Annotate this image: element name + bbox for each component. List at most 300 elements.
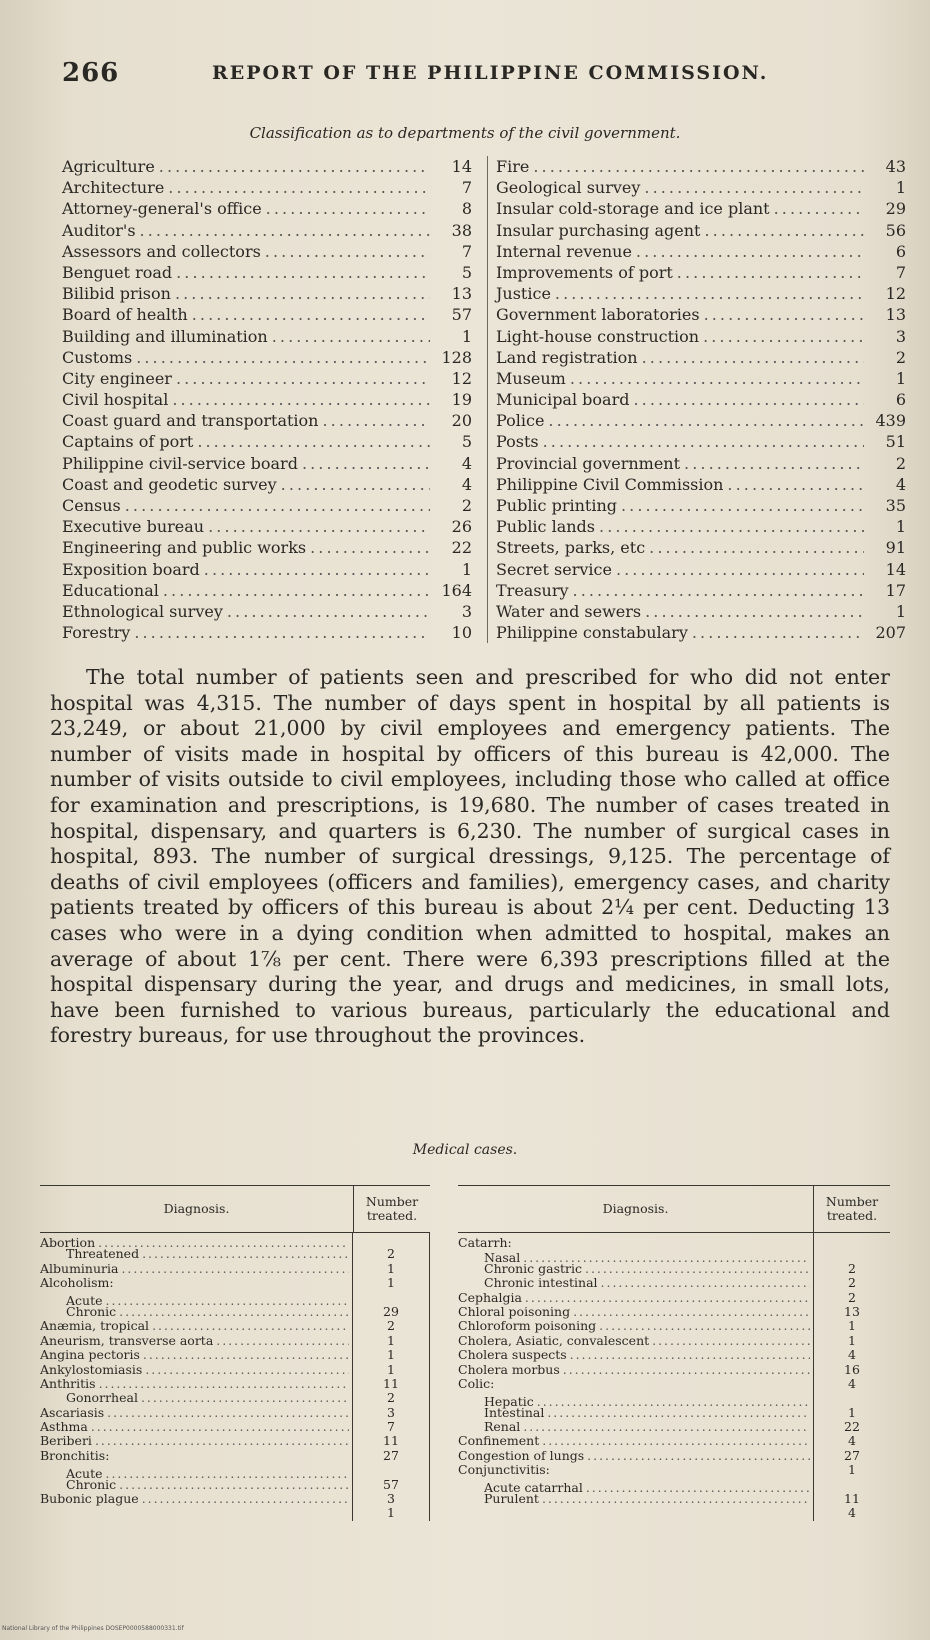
number-treated — [813, 1391, 890, 1405]
classification-row — [496, 262, 906, 283]
department-name: Exposition board — [62, 559, 200, 579]
department-name: Bilibid prison — [62, 284, 171, 304]
number-treated: 13 — [813, 1305, 890, 1319]
department-count: 13 — [885, 305, 906, 325]
department-name: Captains of port — [62, 432, 194, 452]
classification-row — [62, 347, 472, 368]
department-count: 10 — [451, 623, 472, 643]
number-treated: 29 — [352, 1305, 429, 1319]
leader-dots — [727, 474, 864, 495]
medical-left-column — [40, 1185, 430, 1521]
number-treated: 1 — [813, 1319, 890, 1333]
department-name: Philippine civil-service board — [62, 453, 298, 473]
department-name: Customs — [62, 347, 133, 367]
leader-dots — [322, 410, 430, 431]
department-count: 6 — [895, 390, 906, 410]
leader-dots — [585, 1262, 810, 1276]
diagnosis-name: Albuminuria — [40, 1260, 119, 1276]
department-name: Philippine constabulary — [496, 623, 688, 643]
leader-dots — [570, 368, 864, 389]
number-treated: 2 — [813, 1291, 890, 1305]
department-count: 12 — [451, 368, 472, 388]
leader-dots — [91, 1420, 349, 1434]
diagnosis-row — [40, 1319, 429, 1333]
department-name: Executive bureau — [62, 517, 205, 537]
number-treated: 7 — [352, 1420, 429, 1434]
department-count: 1 — [461, 559, 472, 579]
diagnosis-row — [458, 1233, 890, 1251]
number-treated — [813, 1478, 890, 1492]
classification-row — [496, 389, 906, 410]
department-name: Public printing — [496, 496, 617, 515]
department-count: 14 — [451, 157, 472, 176]
department-count: 56 — [885, 220, 906, 240]
leader-dots — [142, 1492, 349, 1506]
diagnosis-row — [458, 1305, 890, 1319]
page-number: 266 — [62, 58, 120, 88]
leader-dots — [197, 431, 430, 452]
diagnosis-row — [458, 1406, 890, 1420]
diagnosis-row — [458, 1492, 890, 1506]
diagnosis-name: Chronic — [66, 1303, 117, 1319]
number-treated: 2 — [813, 1276, 890, 1290]
classification-row — [62, 410, 472, 431]
diagnosis-row — [458, 1478, 890, 1496]
classification-row — [62, 283, 472, 304]
leader-dots — [523, 1420, 810, 1434]
number-treated: 4 — [813, 1434, 890, 1448]
number-treated-header: Number treated. — [353, 1186, 430, 1232]
classification-row — [496, 516, 906, 537]
leader-dots — [543, 431, 864, 452]
department-name: Justice — [496, 284, 551, 304]
leader-dots — [636, 241, 864, 262]
number-treated: 1 — [352, 1276, 429, 1290]
classification-row — [496, 326, 906, 347]
classification-row — [62, 368, 472, 389]
diagnosis-name: Chloroform poisoning — [458, 1318, 597, 1334]
leader-dots — [570, 1348, 810, 1362]
leader-dots — [119, 1305, 349, 1319]
diagnosis-name: Chronic intestinal — [484, 1275, 598, 1291]
number-treated: 1 — [352, 1262, 429, 1276]
leader-dots — [281, 474, 430, 495]
department-count: 4 — [461, 453, 472, 473]
diagnosis-row — [40, 1377, 429, 1391]
number-treated: 1 — [813, 1406, 890, 1420]
diagnosis-row — [40, 1420, 429, 1434]
diagnosis-name: Acute catarrhal — [484, 1480, 583, 1496]
department-name: Agriculture — [62, 157, 155, 176]
diagnosis-row — [458, 1434, 890, 1448]
leader-dots — [140, 220, 430, 241]
department-name: Public lands — [496, 517, 596, 537]
diagnosis-row — [458, 1363, 890, 1377]
diagnosis-row — [40, 1291, 429, 1308]
department-count: 1 — [461, 326, 472, 346]
department-name: Assessors and collectors — [62, 241, 261, 261]
classification-row — [62, 622, 472, 643]
leader-dots — [172, 389, 430, 410]
diagnosis-row — [40, 1233, 429, 1251]
department-count: 51 — [885, 432, 906, 452]
department-count: 17 — [885, 580, 906, 600]
department-name: Educational — [62, 580, 159, 600]
department-name: Ethnological survey — [62, 601, 223, 621]
diagnosis-name: Catarrh: — [458, 1235, 512, 1251]
department-name: Geological survey — [496, 178, 641, 198]
number-treated: 4 — [813, 1348, 890, 1362]
diagnosis-row — [458, 1377, 890, 1391]
leader-dots — [644, 177, 864, 198]
number-treated: 2 — [352, 1319, 429, 1333]
leader-dots — [121, 1262, 349, 1276]
diagnosis-name: Cholera suspects — [458, 1347, 567, 1363]
diagnosis-row — [40, 1348, 429, 1362]
diagnosis-row — [458, 1262, 890, 1276]
department-name: Municipal board — [496, 390, 630, 410]
diagnosis-name: Alcoholism: — [40, 1275, 114, 1291]
leader-dots — [704, 304, 864, 325]
classification-row — [496, 453, 906, 474]
diagnosis-name: Purulent — [484, 1491, 539, 1507]
classification-row — [496, 580, 906, 601]
diagnosis-name: Acute — [66, 1465, 103, 1481]
number-treated: 2 — [813, 1262, 890, 1276]
department-name: Posts — [496, 432, 539, 452]
number-treated: 11 — [352, 1377, 429, 1391]
diagnosis-row — [40, 1492, 429, 1506]
number-treated — [352, 1463, 429, 1477]
leader-dots — [216, 1334, 349, 1348]
department-name: Fire — [496, 157, 530, 176]
medical-right-header — [458, 1185, 890, 1233]
leader-dots — [265, 241, 430, 262]
leader-dots — [692, 622, 864, 643]
medical-right-column — [458, 1185, 890, 1521]
number-treated: 1 — [352, 1363, 429, 1377]
number-treated: 1 — [813, 1463, 890, 1477]
diagnosis-row — [458, 1420, 890, 1434]
diagnosis-row — [40, 1463, 429, 1481]
diagnosis-name: Cholera morbus — [458, 1361, 560, 1377]
classification-row — [496, 198, 906, 219]
classification-row — [62, 304, 472, 325]
department-count: 2 — [461, 496, 472, 515]
leader-dots — [649, 537, 864, 558]
classification-row — [62, 431, 472, 452]
diagnosis-name: Acute — [66, 1292, 103, 1308]
department-count: 26 — [451, 517, 472, 537]
diagnosis-row — [40, 1276, 429, 1290]
department-name: Improvements of port — [496, 262, 673, 282]
department-name: Internal revenue — [496, 241, 632, 261]
classification-row — [496, 622, 906, 643]
diagnosis-row — [40, 1247, 429, 1261]
leader-dots — [573, 1305, 810, 1319]
classification-right-column — [487, 156, 906, 643]
number-treated: 16 — [813, 1363, 890, 1377]
leader-dots — [677, 262, 864, 283]
leader-dots — [168, 177, 430, 198]
leader-dots — [107, 1406, 349, 1420]
diagnosis-name: Bronchitis: — [40, 1447, 110, 1463]
diagnosis-name: Cholera, Asiatic, convalescent — [458, 1332, 650, 1348]
leader-dots — [192, 304, 430, 325]
department-name: Coast and geodetic survey — [62, 474, 277, 494]
diagnosis-name: Conjunctivitis: — [458, 1462, 550, 1478]
leader-dots — [159, 156, 430, 177]
diagnosis-row — [458, 1319, 890, 1333]
number-treated: 1 — [352, 1348, 429, 1362]
diagnosis-name: Bubonic plague — [40, 1491, 139, 1507]
number-treated: 1 — [813, 1334, 890, 1348]
leader-dots — [525, 1291, 810, 1305]
department-name: Treasury — [496, 580, 569, 600]
classification-row — [496, 474, 906, 495]
diagnosis-row — [40, 1406, 429, 1420]
department-count: 13 — [451, 284, 472, 304]
classification-row — [62, 198, 472, 219]
classification-row — [62, 241, 472, 262]
leader-dots — [684, 453, 864, 474]
page-header — [62, 58, 882, 98]
leader-dots — [152, 1319, 349, 1333]
leader-dots — [134, 622, 430, 643]
department-name: Police — [496, 411, 545, 431]
classification-row — [62, 495, 472, 516]
department-name: Philippine Civil Commission — [496, 474, 724, 494]
department-name: Streets, parks, etc — [496, 538, 646, 558]
department-count: 1 — [895, 178, 906, 198]
leader-dots — [599, 516, 864, 537]
number-treated — [352, 1233, 429, 1247]
classification-row — [62, 177, 472, 198]
leader-dots — [563, 1363, 810, 1377]
department-count: 6 — [895, 241, 906, 261]
leader-dots — [99, 1377, 349, 1391]
leader-dots — [143, 1348, 349, 1362]
department-name: Water and sewers — [496, 601, 642, 621]
classification-row — [62, 474, 472, 495]
running-title: REPORT OF THE PHILIPPINE COMMISSION. — [212, 62, 769, 84]
diagnosis-name: Nasal — [484, 1249, 521, 1265]
leader-dots — [302, 453, 430, 474]
leader-dots — [542, 1492, 810, 1506]
diagnosis-row — [40, 1391, 429, 1405]
number-treated: 3 — [352, 1406, 429, 1420]
department-name: Government laboratories — [496, 305, 700, 325]
medical-left-rows — [40, 1233, 430, 1521]
department-count: 8 — [461, 199, 472, 219]
leader-dots — [645, 601, 864, 622]
classification-row — [496, 431, 906, 452]
department-count: 5 — [461, 432, 472, 452]
leader-dots — [547, 1406, 810, 1420]
diagnosis-name: Chronic — [66, 1476, 117, 1492]
department-name: Engineering and public works — [62, 538, 307, 558]
classification-row — [62, 156, 472, 177]
leader-dots — [601, 1276, 810, 1290]
leader-dots — [204, 559, 430, 580]
diagnosis-name: Aneurism, transverse aorta — [40, 1332, 214, 1348]
department-count: 1 — [895, 601, 906, 621]
number-treated: 27 — [813, 1449, 890, 1463]
diagnosis-name: Chronic gastric — [484, 1260, 583, 1276]
diagnosis-row — [40, 1262, 429, 1276]
department-name: Building and illumination — [62, 326, 268, 346]
diagnosis-row — [40, 1434, 429, 1448]
number-treated: 2 — [352, 1391, 429, 1405]
diagnosis-name: Congestion of lungs — [458, 1447, 585, 1463]
department-count: 7 — [461, 241, 472, 261]
diagnosis-row — [458, 1334, 890, 1348]
diagnosis-row — [458, 1276, 890, 1290]
department-name: Attorney-general's office — [62, 199, 262, 219]
number-treated — [813, 1233, 890, 1247]
classification-row — [496, 220, 906, 241]
leader-dots — [163, 580, 430, 601]
diagnosis-name: Abortion — [40, 1235, 96, 1251]
diagnosis-name: Intestinal — [484, 1404, 545, 1420]
leader-dots — [136, 347, 430, 368]
department-count: 128 — [441, 347, 472, 367]
leader-dots — [208, 516, 430, 537]
leader-dots — [175, 283, 430, 304]
department-count: 4 — [461, 474, 472, 494]
classification-row — [62, 580, 472, 601]
department-name: Insular purchasing agent — [496, 220, 701, 240]
number-treated: 57 — [352, 1478, 429, 1492]
department-count: 2 — [895, 453, 906, 473]
leader-dots — [621, 495, 864, 516]
medical-caption: Medical cases. — [412, 1142, 518, 1158]
department-count: 12 — [885, 284, 906, 304]
department-count: 2 — [895, 347, 906, 367]
leader-dots — [227, 601, 430, 622]
diagnosis-header: Diagnosis. — [163, 1200, 230, 1216]
leader-dots — [95, 1434, 349, 1448]
classification-row — [62, 262, 472, 283]
leader-dots — [599, 1319, 810, 1333]
department-name: Census — [62, 496, 121, 515]
department-name: Museum — [496, 368, 566, 388]
diagnosis-row — [40, 1363, 429, 1377]
classification-row — [496, 410, 906, 431]
classification-row — [496, 241, 906, 262]
department-name: Secret service — [496, 559, 612, 579]
diagnosis-name: Anæmia, tropical — [40, 1318, 150, 1334]
leader-dots — [119, 1478, 349, 1492]
classification-row — [496, 495, 906, 516]
department-count: 38 — [451, 220, 472, 240]
diagnosis-name: Colic: — [458, 1375, 495, 1391]
diagnosis-name: Renal — [484, 1419, 521, 1435]
department-count: 91 — [885, 538, 906, 558]
diagnosis-row — [40, 1305, 429, 1319]
number-treated: 22 — [813, 1420, 890, 1434]
classification-row — [62, 559, 472, 580]
diagnosis-row — [458, 1348, 890, 1362]
diagnosis-row — [40, 1506, 429, 1520]
diagnosis-header: Diagnosis. — [602, 1200, 669, 1216]
diagnosis-name: Confinement — [458, 1433, 540, 1449]
classification-row — [496, 177, 906, 198]
diagnosis-name: Threatened — [66, 1246, 140, 1262]
leader-dots — [176, 368, 430, 389]
diagnosis-name: Chloral poisoning — [458, 1303, 571, 1319]
department-count: 35 — [885, 496, 906, 515]
number-treated: 11 — [813, 1492, 890, 1506]
diagnosis-row — [458, 1506, 890, 1520]
leader-dots — [555, 283, 864, 304]
classification-row — [62, 537, 472, 558]
diagnosis-row — [40, 1449, 429, 1463]
department-name: Provincial government — [496, 453, 681, 473]
classification-row — [496, 156, 906, 177]
department-count: 43 — [885, 157, 906, 176]
leader-dots — [704, 220, 864, 241]
department-count: 22 — [451, 538, 472, 558]
department-count: 14 — [885, 559, 906, 579]
diagnosis-name: Hepatic — [484, 1393, 534, 1409]
leader-dots — [774, 198, 864, 219]
department-count: 57 — [451, 305, 472, 325]
leader-dots — [145, 1363, 349, 1377]
department-count: 164 — [441, 580, 472, 600]
diagnosis-name: Cephalgia — [458, 1289, 522, 1305]
department-name: Benguet road — [62, 262, 173, 282]
number-treated: 4 — [813, 1377, 890, 1391]
classification-row — [62, 601, 472, 622]
number-treated — [813, 1247, 890, 1261]
diagnosis-row — [458, 1391, 890, 1409]
number-treated: 27 — [352, 1449, 429, 1463]
classification-row — [62, 453, 472, 474]
classification-row — [496, 283, 906, 304]
department-count: 20 — [451, 411, 472, 431]
leader-dots — [141, 1391, 349, 1405]
department-name: Light-house construction — [496, 326, 700, 346]
leader-dots — [125, 495, 430, 516]
department-count: 4 — [895, 474, 906, 494]
department-count: 1 — [895, 517, 906, 537]
classification-row — [62, 389, 472, 410]
department-name: Insular cold-storage and ice plant — [496, 199, 770, 219]
leader-dots — [587, 1449, 810, 1463]
classification-row — [496, 347, 906, 368]
leader-dots — [652, 1334, 810, 1348]
diagnosis-row — [40, 1478, 429, 1492]
department-name: Architecture — [62, 178, 165, 198]
classification-row — [496, 601, 906, 622]
classification-row — [62, 220, 472, 241]
diagnosis-row — [458, 1247, 890, 1265]
number-treated: 1 — [352, 1334, 429, 1348]
classification-row — [496, 559, 906, 580]
number-treated: 4 — [813, 1506, 890, 1520]
leader-dots — [272, 326, 430, 347]
leader-dots — [548, 410, 864, 431]
department-name: Civil hospital — [62, 390, 169, 410]
diagnosis-name: Beriberi — [40, 1433, 92, 1449]
classification-row — [496, 368, 906, 389]
department-name: Coast guard and transportation — [62, 411, 319, 431]
diagnosis-name: Asthma — [40, 1419, 88, 1435]
diagnosis-row — [458, 1449, 890, 1463]
leader-dots — [616, 559, 864, 580]
medical-right-rows — [458, 1233, 890, 1521]
